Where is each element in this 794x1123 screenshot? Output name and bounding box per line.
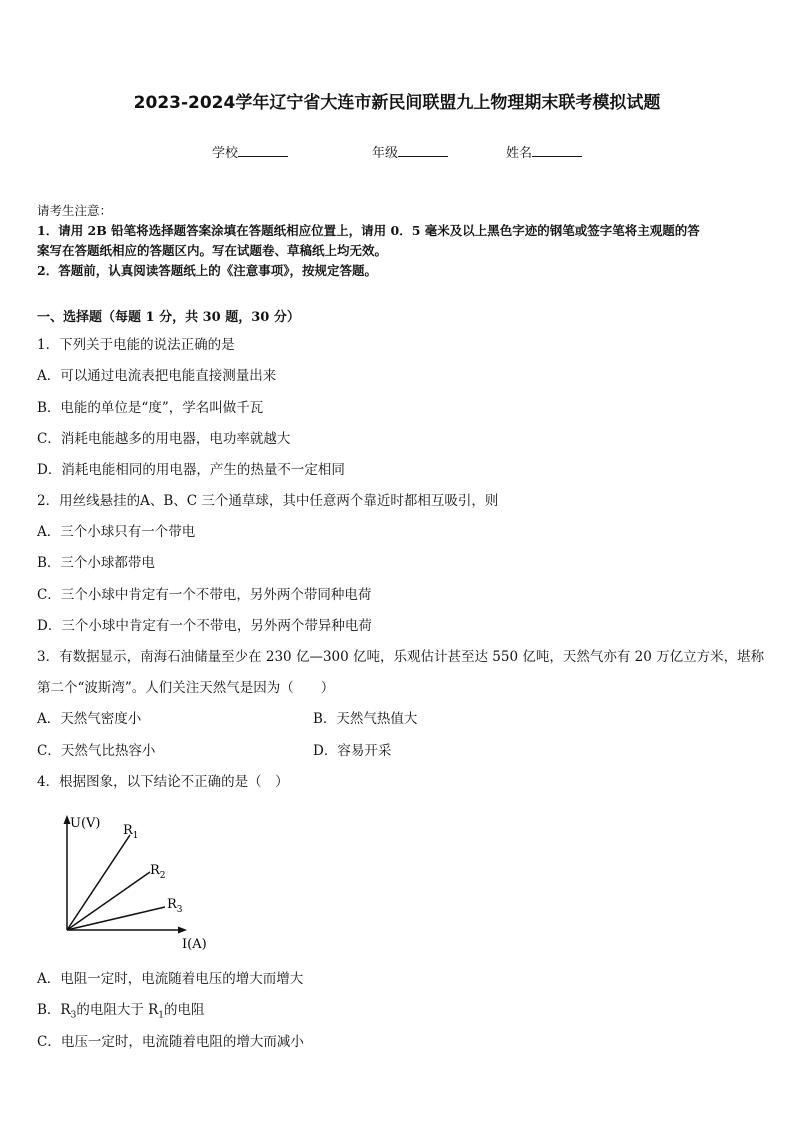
section-heading: 一、选择题（每题 1 分，共 30 题，30 分）: [37, 310, 300, 325]
q3-option-b[interactable]: B．天然气热值大: [313, 711, 418, 727]
q4-option-b[interactable]: [37, 998, 205, 1021]
r3-line: [67, 907, 165, 930]
q4-option-c[interactable]: C．电压一定时，电流随着电阻的增大而减小: [37, 1034, 304, 1050]
q3-option-a[interactable]: A．天然气密度小: [37, 711, 142, 727]
q2-option-a[interactable]: A．三个小球只有一个带电: [37, 524, 196, 540]
q1-option-d[interactable]: D．消耗电能相同的用电器，产生的热量不一定相同: [37, 462, 345, 478]
school-blank[interactable]: [238, 144, 288, 157]
q4-stem: 4．根据图象，以下结论不正确的是（ ）: [37, 774, 289, 790]
q4-option-a[interactable]: A．电阻一定时，电流随着电压的增大而增大: [37, 971, 304, 987]
x-axis-arrow: [178, 927, 187, 934]
q2-option-c[interactable]: C．三个小球中肯定有一个不带电，另外两个带同种电荷: [37, 587, 372, 603]
r1-label-letter: R: [123, 823, 133, 838]
r1-line: [67, 835, 130, 930]
exam-notice: [37, 201, 759, 281]
grade-field[interactable]: [372, 142, 448, 161]
name-label: 姓名: [506, 146, 533, 161]
q1-stem: 1．下列关于电能的说法正确的是: [37, 337, 235, 353]
q3-stem-line-2: 第二个“波斯湾”。人们关注天然气是因为（ ）: [37, 680, 335, 696]
q4-option-b-pre: B．R: [37, 1002, 71, 1018]
name-field[interactable]: [506, 142, 582, 161]
r1-label-subscript: 1: [132, 831, 139, 841]
r2-line: [67, 872, 150, 930]
school-field[interactable]: [212, 142, 288, 161]
page-title: 2023-2024学年辽宁省大连市新民间联盟九上物理期末联考模拟试题: [133, 93, 661, 113]
r3-label-letter: R: [167, 897, 177, 912]
q1-option-b[interactable]: B．电能的单位是“度”，学名叫做千瓦: [37, 400, 264, 416]
y-axis-label: U(V): [70, 816, 101, 831]
q4-option-b-mid: 的电阻大于 R: [76, 1002, 159, 1018]
q2-stem: 2．用丝线悬挂的A、B、C 三个通草球，其中任意两个靠近时都相互吸引，则: [37, 493, 499, 509]
grade-blank[interactable]: [398, 144, 448, 157]
grade-label: 年级: [372, 146, 399, 161]
q3-option-d[interactable]: D．容易开采: [313, 743, 392, 759]
name-blank[interactable]: [532, 144, 582, 157]
r3-label-subscript: 3: [176, 905, 183, 915]
q3-stem-line-1: 3．有数据显示，南海石油储量至少在 230 亿—300 亿吨，乐观估计甚至达 550 亿吨，天然气亦有 20 万亿立方米，堪称: [37, 649, 765, 665]
school-label: 学校: [212, 146, 239, 161]
q2-option-d[interactable]: D．三个小球中肯定有一个不带电，另外两个带异种电荷: [37, 618, 372, 634]
q4-option-b-sub-2: 1: [158, 1010, 165, 1021]
q3-option-c[interactable]: C．天然气比热容小: [37, 743, 156, 759]
x-axis-label: I(A): [182, 937, 207, 952]
q4-option-b-sub-1: 3: [70, 1010, 77, 1021]
q2-option-b[interactable]: B．三个小球都带电: [37, 555, 155, 571]
notice-heading: 请考生注意：: [37, 203, 113, 218]
r2-label: [150, 863, 166, 881]
r3-label: [167, 897, 183, 915]
r2-label-letter: R: [150, 863, 160, 878]
q1-option-c[interactable]: C．消耗电能越多的用电器，电功率就越大: [37, 431, 291, 447]
r2-label-subscript: 2: [159, 871, 166, 881]
q1-option-a[interactable]: A．可以通过电流表把电能直接测量出来: [37, 368, 277, 384]
notice-item-1-line-2: 案写在答题纸相应的答题区内。写在试题卷、草稿纸上均无效。: [37, 243, 388, 258]
notice-item-2: 2．答题前，认真阅读答题纸上的《注意事项》，按规定答题。: [37, 263, 377, 278]
notice-item-1-line-1: 1．请用 2B 铅笔将选择题答案涂填在答题纸相应位置上，请用 0．5 毫米及以上黑色字迹的钢笔或签字笔将主观题的答: [37, 223, 700, 238]
u-i-graph: [40, 810, 220, 955]
q4-option-b-post: 的电阻: [164, 1002, 205, 1018]
r1-label: [123, 823, 139, 841]
